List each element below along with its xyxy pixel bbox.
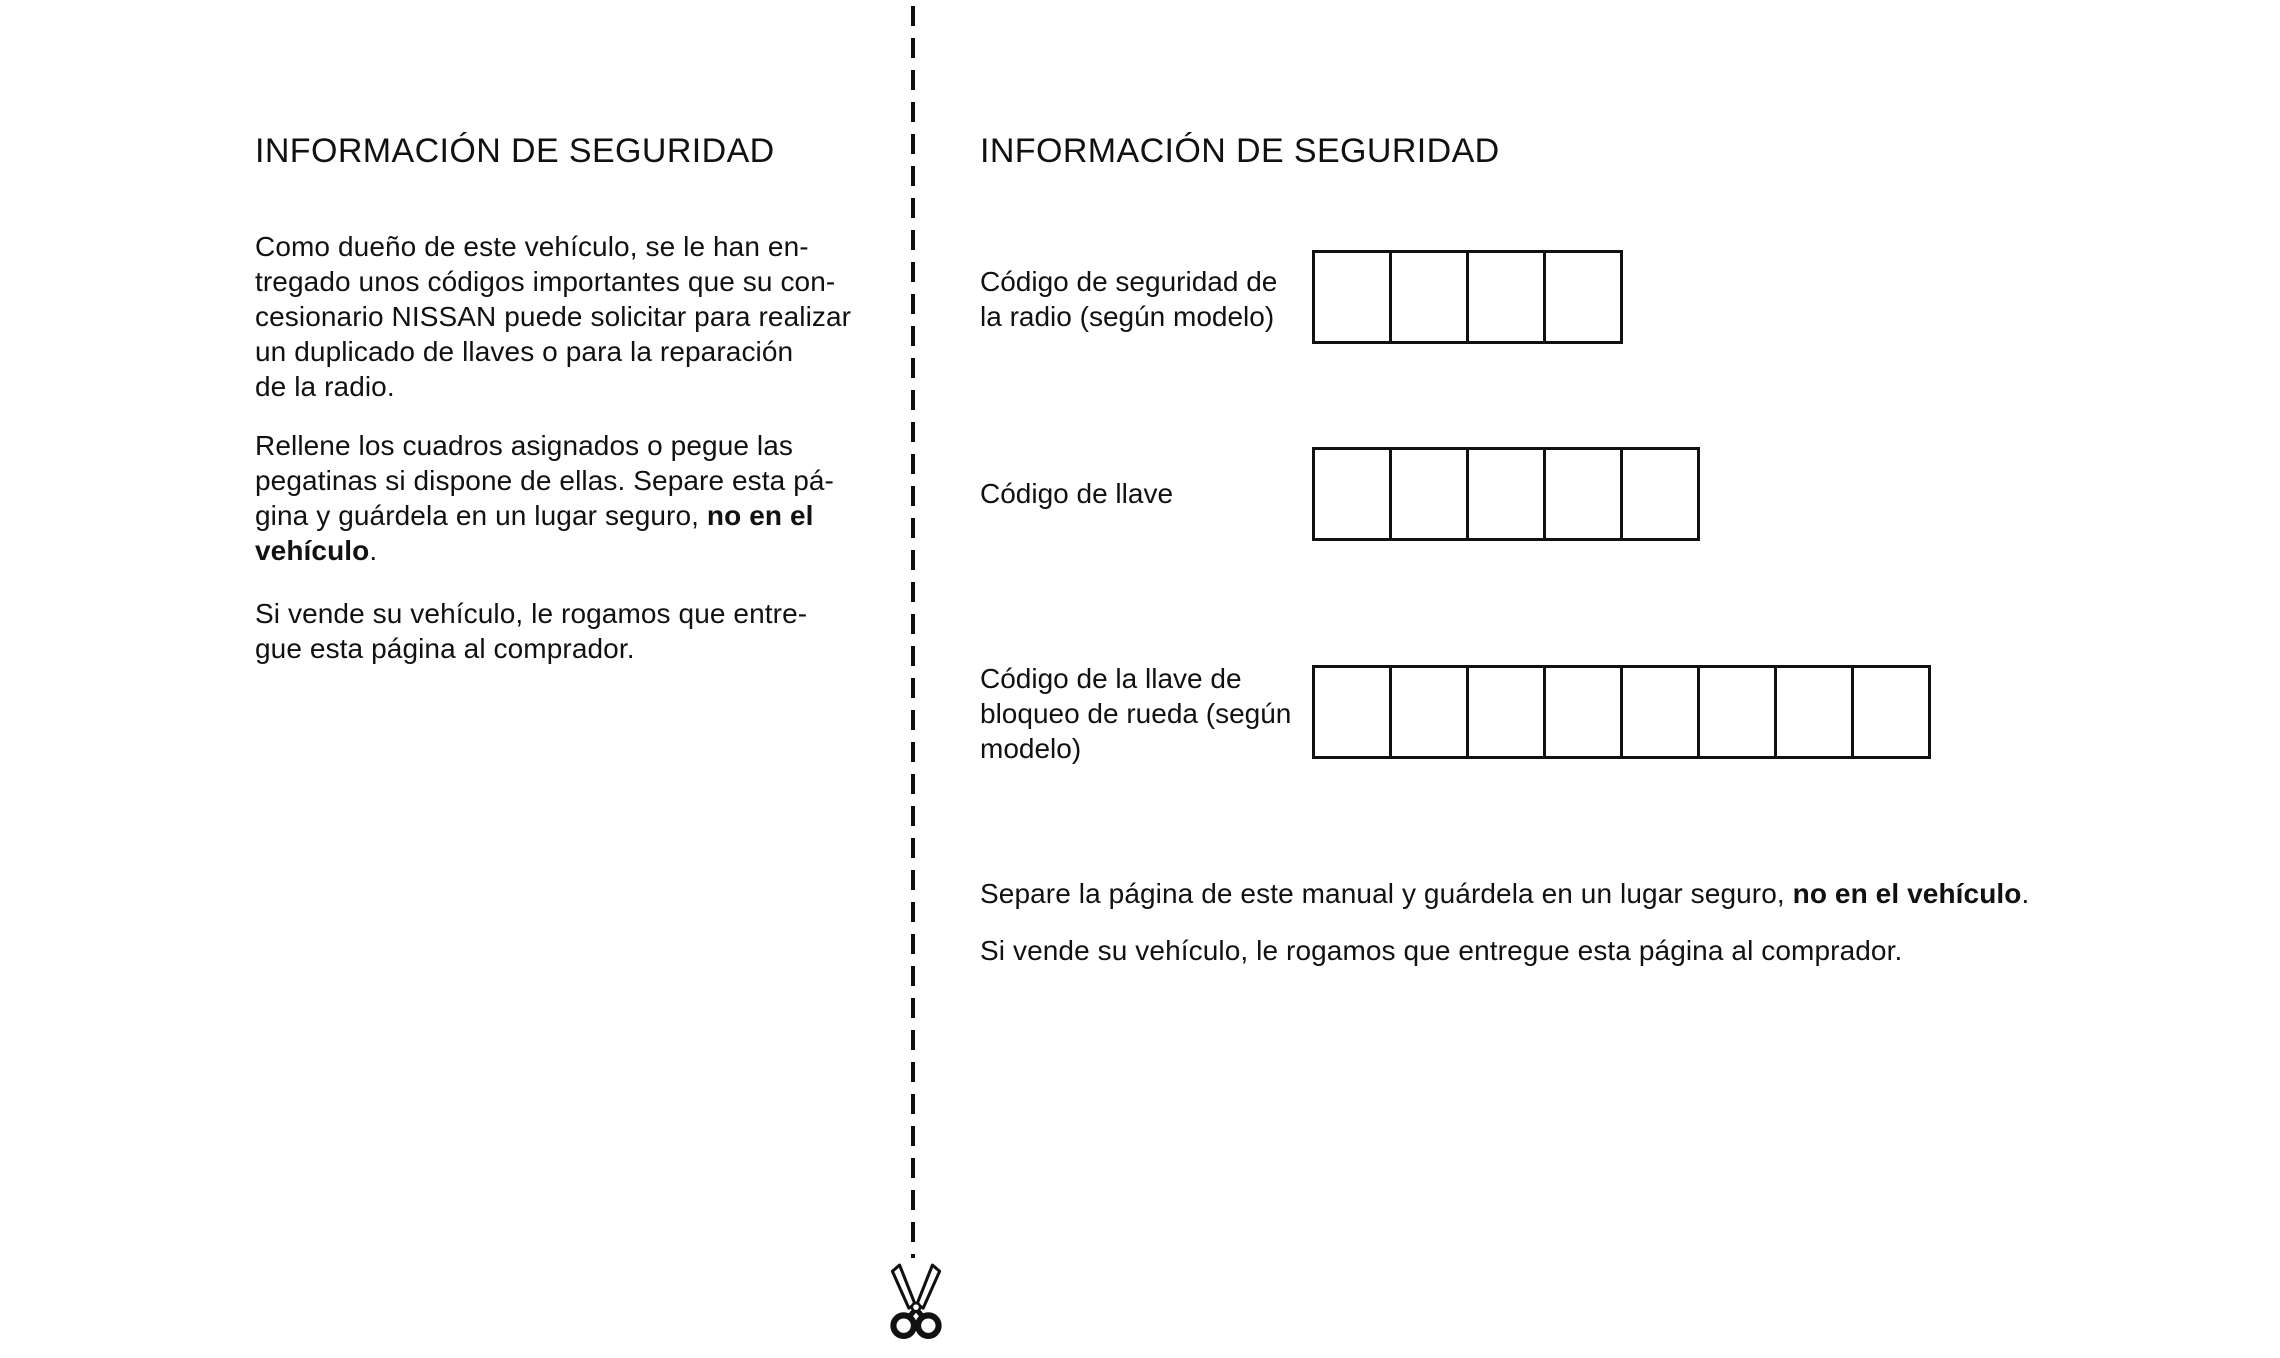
paragraph-line: Como dueño de este vehículo, se le han en-	[255, 231, 809, 262]
code-box-cell	[1466, 447, 1546, 541]
emphasis-not-in-vehicle: vehículo	[255, 535, 370, 566]
code-box-cell	[1312, 250, 1392, 344]
code-box-cell	[1543, 250, 1623, 344]
label-line: Código de la llave de	[980, 663, 1242, 694]
note-text: .	[2021, 878, 2030, 909]
paragraph-line: tregado unos códigos importantes que su con-	[255, 266, 836, 297]
radio-code-boxes	[1312, 250, 1623, 344]
code-box-cell	[1620, 447, 1700, 541]
note-keep-safe	[980, 876, 2029, 911]
paragraph-line: Si vende su vehículo, le rogamos que entre-	[255, 598, 808, 629]
key-code-boxes	[1312, 447, 1700, 541]
emphasis-not-in-vehicle: no en el vehículo	[1792, 878, 2022, 909]
label-line: modelo)	[980, 733, 1082, 764]
code-box-cell	[1389, 250, 1469, 344]
paragraph-text: .	[369, 535, 378, 566]
code-box-cell	[1312, 447, 1392, 541]
paragraph-line: pegatinas si dispone de ellas. Separe esta pá-	[255, 465, 834, 496]
label-line: Código de llave	[980, 478, 1174, 509]
paragraph-line: un duplicado de llaves o para la reparación	[255, 336, 794, 367]
wheel-lock-code-label	[980, 661, 1291, 766]
cut-dashed-line	[911, 6, 915, 1258]
note-sell-vehicle: Si vende su vehículo, le rogamos que entregue esta página al comprador.	[980, 935, 1903, 966]
code-box-cell	[1466, 665, 1546, 759]
code-box-cell	[1466, 250, 1546, 344]
paragraph-line: gue esta página al comprador.	[255, 633, 635, 664]
right-page-title: INFORMACIÓN DE SEGURIDAD	[980, 132, 1500, 170]
paragraph-fill-boxes	[255, 428, 834, 568]
key-code-label	[980, 476, 1173, 511]
wheel-lock-code-boxes	[1312, 665, 1931, 759]
radio-code-label	[980, 264, 1277, 334]
scissors-icon	[887, 1262, 945, 1340]
code-box-cell	[1389, 447, 1469, 541]
code-box-cell	[1851, 665, 1931, 759]
paragraph-owner-codes	[255, 229, 851, 404]
code-box-cell	[1774, 665, 1854, 759]
code-box-cell	[1620, 665, 1700, 759]
paragraph-text: gina y guárdela en un lugar seguro,	[255, 500, 707, 531]
paragraph-line	[255, 533, 834, 568]
paragraph-line	[255, 498, 834, 533]
code-box-cell	[1389, 665, 1469, 759]
emphasis-not-in-vehicle: no en el	[706, 500, 814, 531]
label-line: Código de seguridad de	[980, 266, 1278, 297]
code-box-cell	[1312, 665, 1392, 759]
code-box-cell	[1543, 665, 1623, 759]
left-page-title: INFORMACIÓN DE SEGURIDAD	[255, 132, 775, 170]
code-box-cell	[1543, 447, 1623, 541]
paragraph-line: Rellene los cuadros asignados o pegue las	[255, 430, 794, 461]
code-box-cell	[1697, 665, 1777, 759]
note-text: Separe la página de este manual y guárdela en un lugar seguro,	[980, 878, 1793, 909]
paragraph-line: cesionario NISSAN puede solicitar para realizar	[255, 301, 852, 332]
label-line: bloqueo de rueda (según	[980, 698, 1292, 729]
label-line: la radio (según modelo)	[980, 301, 1275, 332]
paragraph-sell-vehicle	[255, 596, 807, 666]
paragraph-line: de la radio.	[255, 371, 395, 402]
